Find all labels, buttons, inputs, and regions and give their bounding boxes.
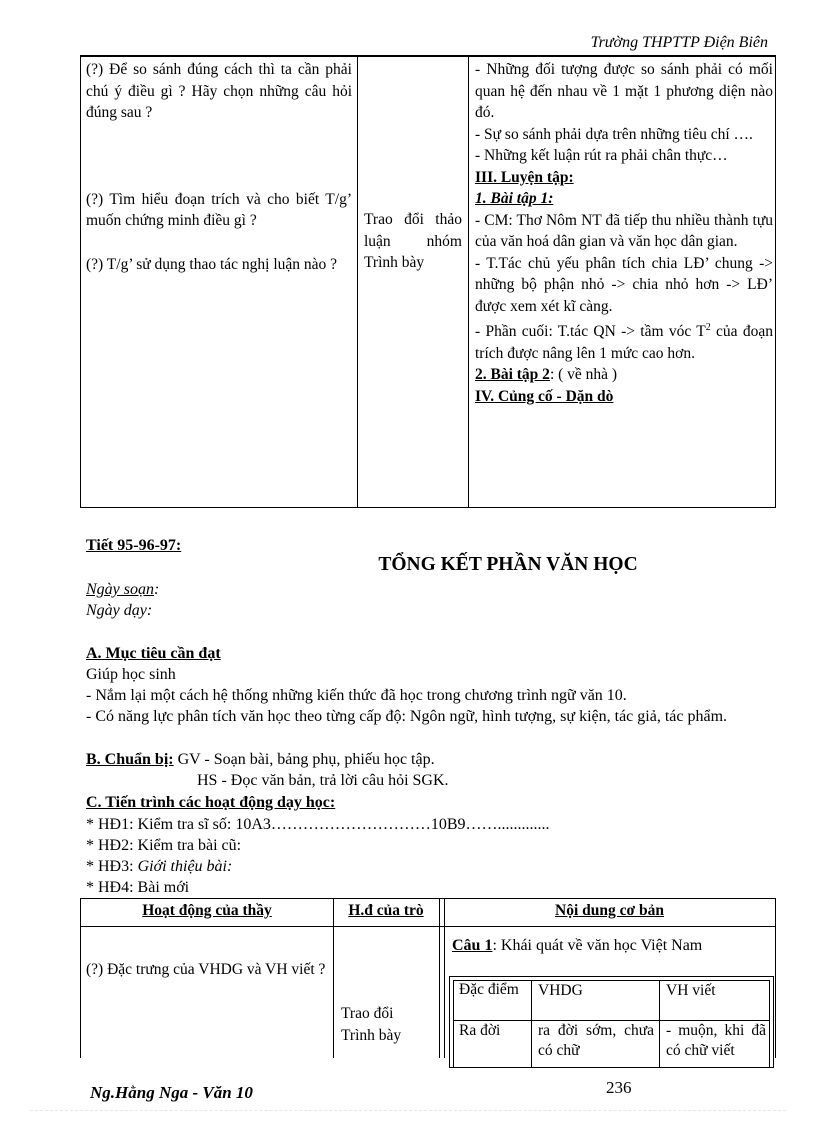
content-column — [475, 59, 773, 407]
prep-teacher: GV - Soạn bài, bảng phụ, phiếu học tập. — [173, 751, 435, 768]
exercise-item-text: của đoạn trích được nâng lên 1 mức cao hơn. — [475, 323, 773, 362]
criteria-item: - Sự so sánh phải dựa trên những tiêu chí …. — [475, 125, 753, 143]
activity-3 — [86, 856, 232, 877]
cau1 — [452, 935, 772, 957]
header-teacher: Hoạt động của thầy — [142, 902, 272, 919]
teach-date: Ngày dạy: — [86, 602, 153, 619]
footer-author: Ng.Hằng Nga - Văn 10 — [90, 1083, 253, 1102]
col-divider — [333, 899, 334, 1058]
exercise-2-note: : ( về nhà ) — [549, 366, 618, 384]
section-a-title: A. Mục tiêu cần đạt — [86, 645, 221, 662]
prep-date-label: Ngày soạn — [86, 581, 154, 598]
inner-cell-origin: Ra đời — [459, 1022, 501, 1039]
exercise-item — [475, 317, 773, 364]
exercise-item-text: - Phần cuối: T.tác QN -> tầm vóc T — [475, 323, 706, 341]
criteria-item: - Những kết luận rút ra phải chân thực… — [475, 147, 728, 164]
teacher-column — [86, 59, 352, 275]
superscript: 2 — [705, 322, 711, 333]
inner-header-folk: VHDG — [538, 982, 583, 999]
inner-header-written: VH viết — [666, 982, 716, 999]
question-2: (?) Tìm hiểu đoạn trích và cho biết T/g’ muốn chứng minh điều gì ? — [86, 190, 352, 229]
question-1: (?) Để so sánh đúng cách thì ta cần phải chú ý điều gì ? Hãy chọn những câu hỏi đúng sau ? — [86, 61, 352, 121]
activity-3-topic: Giới thiệu bài: — [137, 858, 233, 875]
student-activity-line: Trao đổi — [341, 1005, 394, 1022]
activity-1: * HĐ1: Kiểm tra sĩ số: 10A3…………………………10B9……............. — [86, 816, 550, 833]
exercise-2 — [475, 364, 773, 386]
section-b — [86, 749, 435, 770]
prep-date-colon: : — [154, 581, 160, 598]
section-review: IV. Củng cố - Dặn dò — [475, 387, 614, 405]
col-divider — [357, 57, 358, 507]
prep-student: HS - Đọc văn bản, trả lời câu hỏi SGK. — [197, 772, 449, 789]
goal-2: - Có năng lực phân tích văn học theo từng cấp độ: Ngôn ngữ, hình tượng, sự kiện, tác giả, tác phẩm. — [86, 708, 728, 725]
exercise-1-title: 1. Bài tập 1: — [475, 190, 554, 207]
section-practice: III. Luyện tập: — [475, 168, 574, 186]
col-divider — [468, 57, 469, 507]
student-activity: Trao đổi thảo luận nhóm — [364, 211, 462, 250]
inner-col-divider — [659, 981, 660, 1067]
inner-col-divider — [531, 981, 532, 1067]
cau1-text: : Khái quát về văn học Việt Nam — [492, 937, 703, 954]
goal-1: - Nắm lại một cách hệ thống những kiến thức đã học trong chương trình ngữ văn 10. — [86, 687, 627, 704]
student-present: Trình bày — [364, 254, 425, 271]
criteria-item: - Những đối tượng được so sánh phải có mối quan hệ đến nhau về 1 mặt 1 phương diện nào đó. — [475, 61, 773, 121]
page-number: 236 — [606, 1078, 632, 1097]
inner-cell-folk: ra đời sớm, chưa có chữ — [538, 1022, 654, 1059]
student-activity-line: Trình bày — [341, 1026, 402, 1044]
col-divider — [444, 899, 445, 1058]
header-student: H.đ của trò — [348, 902, 424, 919]
teacher-question: (?) Đặc trưng của VHDG và VH viết ? — [86, 961, 326, 978]
footer-rule — [30, 1110, 786, 1111]
question-3: (?) T/g’ sử dụng thao tác nghị luận nào ? — [86, 255, 338, 273]
lesson-title: TỔNG KẾT PHẦN VĂN HỌC — [378, 554, 638, 575]
header-rule — [81, 926, 775, 927]
header-content: Nội dung cơ bản — [555, 902, 664, 919]
lesson-period: Tiết 95-96-97: — [86, 537, 182, 554]
student-column — [364, 209, 462, 274]
inner-header-feature: Đặc điểm — [459, 981, 519, 998]
top-table — [80, 56, 776, 508]
col-divider — [439, 899, 440, 1058]
comparison-grid — [453, 980, 770, 1067]
section-c-title: C. Tiến trình các hoạt động dạy học: — [86, 794, 336, 811]
activity-4: * HĐ4: Bài mới — [86, 879, 190, 896]
intro-text: Giúp học sinh — [86, 666, 176, 683]
activity-3-label: * HĐ3: — [86, 858, 138, 875]
section-b-title: B. Chuẩn bị: — [86, 751, 174, 768]
exercise-2-title: 2. Bài tập 2 — [475, 366, 550, 384]
activity-2: * HĐ2: Kiểm tra bài cũ: — [86, 837, 242, 854]
exercise-item: - T.Tác chủ yếu phân tích chia LĐ’ chung -> những bộ phận nhỏ -> chia nhỏ hơn -> LĐ’ được xem xét kĩ càng. — [475, 254, 773, 315]
exercise-item: - CM: Thơ Nôm NT đã tiếp thu nhiều thành tựu của văn hoá dân gian và văn học dân gian. — [475, 211, 773, 250]
school-header: Trường THPTTP Điện Biên — [590, 34, 768, 51]
prep-date — [86, 579, 159, 600]
cau1-label: Câu 1 — [452, 937, 493, 954]
student-activity — [341, 1003, 437, 1046]
comparison-table — [449, 976, 774, 1068]
inner-cell-written: - muộn, khi đã có chữ viết — [666, 1022, 766, 1059]
